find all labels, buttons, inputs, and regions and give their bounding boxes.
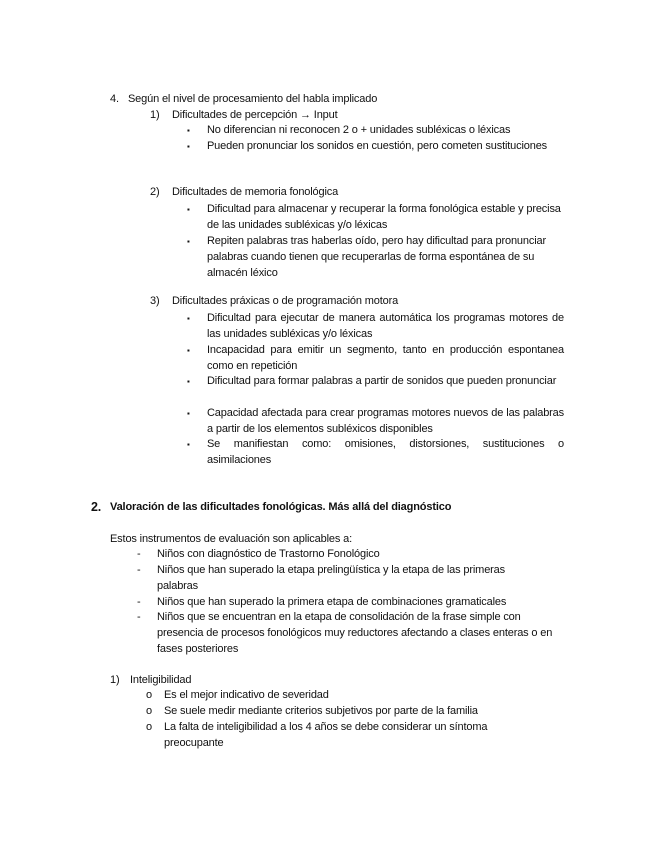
list-number: 1) xyxy=(110,674,120,686)
square-bullet-icon: ▪ xyxy=(187,205,190,214)
square-bullet-icon: ▪ xyxy=(187,409,190,418)
list-item xyxy=(187,234,564,281)
list-item xyxy=(187,406,564,438)
bullet-text: Pueden pronunciar los sonidos en cuestión, pero cometen sustituciones xyxy=(207,140,548,152)
intro-text: Estos instrumentos de evaluación son aplicables a: xyxy=(110,533,352,545)
bullet-text: Niños que han superado la primera etapa de combinaciones gramaticales xyxy=(157,596,507,608)
bullet-text: Se suele medir mediante criterios subjetivos por parte de la familia xyxy=(164,705,478,717)
bullet-text: Niños con diagnóstico de Trastorno Fonológico xyxy=(157,548,380,560)
bullet-text: Dificultad para ejecutar de manera automática los programas motores de las unidades subléxicas y/o léxicas xyxy=(207,312,564,340)
list-item xyxy=(137,610,569,657)
bullet-text: Se manifiestan como: omisiones, distorsiones, sustituciones o asimilaciones xyxy=(207,438,564,466)
list-item xyxy=(146,688,546,704)
bullet-text: Capacidad afectada para crear programas motores nuevos de las palabras a partir de los elementos subléxicos disponibles xyxy=(207,407,564,435)
section-2-heading xyxy=(91,500,571,516)
square-bullet-icon: ▪ xyxy=(187,237,190,246)
list-item xyxy=(146,720,536,752)
dash-bullet-icon: - xyxy=(137,564,141,576)
list-number: 3) xyxy=(150,295,160,307)
square-bullet-icon: ▪ xyxy=(187,142,190,151)
square-bullet-icon: ▪ xyxy=(187,440,190,449)
dash-bullet-icon: - xyxy=(137,611,141,623)
bullet-text: Dificultad para almacenar y recuperar la forma fonológica estable y precisa de las unidades subléxicas y/o léxicas xyxy=(207,203,561,231)
subsection-heading xyxy=(150,108,570,124)
list-item xyxy=(187,311,564,343)
circle-bullet-icon: o xyxy=(146,705,152,717)
list-number: 4. xyxy=(110,93,119,105)
list-item xyxy=(146,704,566,720)
list-item xyxy=(187,202,564,234)
heading-text: Dificultades de percepción → Input xyxy=(172,109,338,121)
list-item xyxy=(187,123,564,139)
bullet-text: Incapacidad para emitir un segmento, tanto en producción espontanea como en repetición xyxy=(207,344,564,372)
bullet-text: Es el mejor indicativo de severidad xyxy=(164,689,329,701)
bullet-text: Niños que se encuentran en la etapa de consolidación de la frase simple con presencia de procesos fonológicos muy reductores afectando a clases enteras o en fases posteriores xyxy=(157,611,553,655)
circle-bullet-icon: o xyxy=(146,721,152,733)
heading-text: Valoración de las dificultades fonológicas. Más allá del diagnóstico xyxy=(110,501,452,513)
square-bullet-icon: ▪ xyxy=(187,346,190,355)
list-item xyxy=(187,374,564,390)
bullet-text: No diferencian ni reconocen 2 o + unidades subléxicas o léxicas xyxy=(207,124,511,136)
dash-bullet-icon: - xyxy=(137,548,141,560)
heading-text: Dificultades práxicas o de programación motora xyxy=(172,295,399,307)
circle-bullet-icon: o xyxy=(146,689,152,701)
heading-text: Según el nivel de procesamiento del habla implicado xyxy=(128,93,378,105)
heading-text: Dificultades de memoria fonológica xyxy=(172,186,339,198)
subsection-heading xyxy=(150,185,570,201)
list-item xyxy=(137,563,547,595)
list-number: 2. xyxy=(91,500,102,514)
square-bullet-icon: ▪ xyxy=(187,377,190,386)
list-item xyxy=(137,547,567,563)
list-item xyxy=(187,437,564,469)
list-number: 2) xyxy=(150,186,160,198)
section-4-heading xyxy=(110,92,570,108)
inteligibilidad-heading xyxy=(110,673,510,689)
bullet-text: Niños que han superado la etapa prelingüística y la etapa de las primeras palabras xyxy=(157,564,505,592)
square-bullet-icon: ▪ xyxy=(187,314,190,323)
bullet-text: Repiten palabras tras haberlas oído, pero hay dificultad para pronunciar palabras cuando tienen que recuperarlas de forma espontánea de su almacén léxico xyxy=(207,235,546,279)
bullet-text: Dificultad para formar palabras a partir de sonidos que pueden pronunciar xyxy=(207,375,557,387)
bullet-text: La falta de inteligibilidad a los 4 años se debe considerar un síntoma preocupante xyxy=(164,721,488,749)
list-item xyxy=(137,595,567,611)
dash-bullet-icon: - xyxy=(137,596,141,608)
list-item xyxy=(187,343,564,375)
list-number: 1) xyxy=(150,109,160,121)
subsection-heading xyxy=(150,294,570,310)
list-item xyxy=(187,139,564,155)
heading-text: Inteligibilidad xyxy=(130,674,192,686)
square-bullet-icon: ▪ xyxy=(187,126,190,135)
